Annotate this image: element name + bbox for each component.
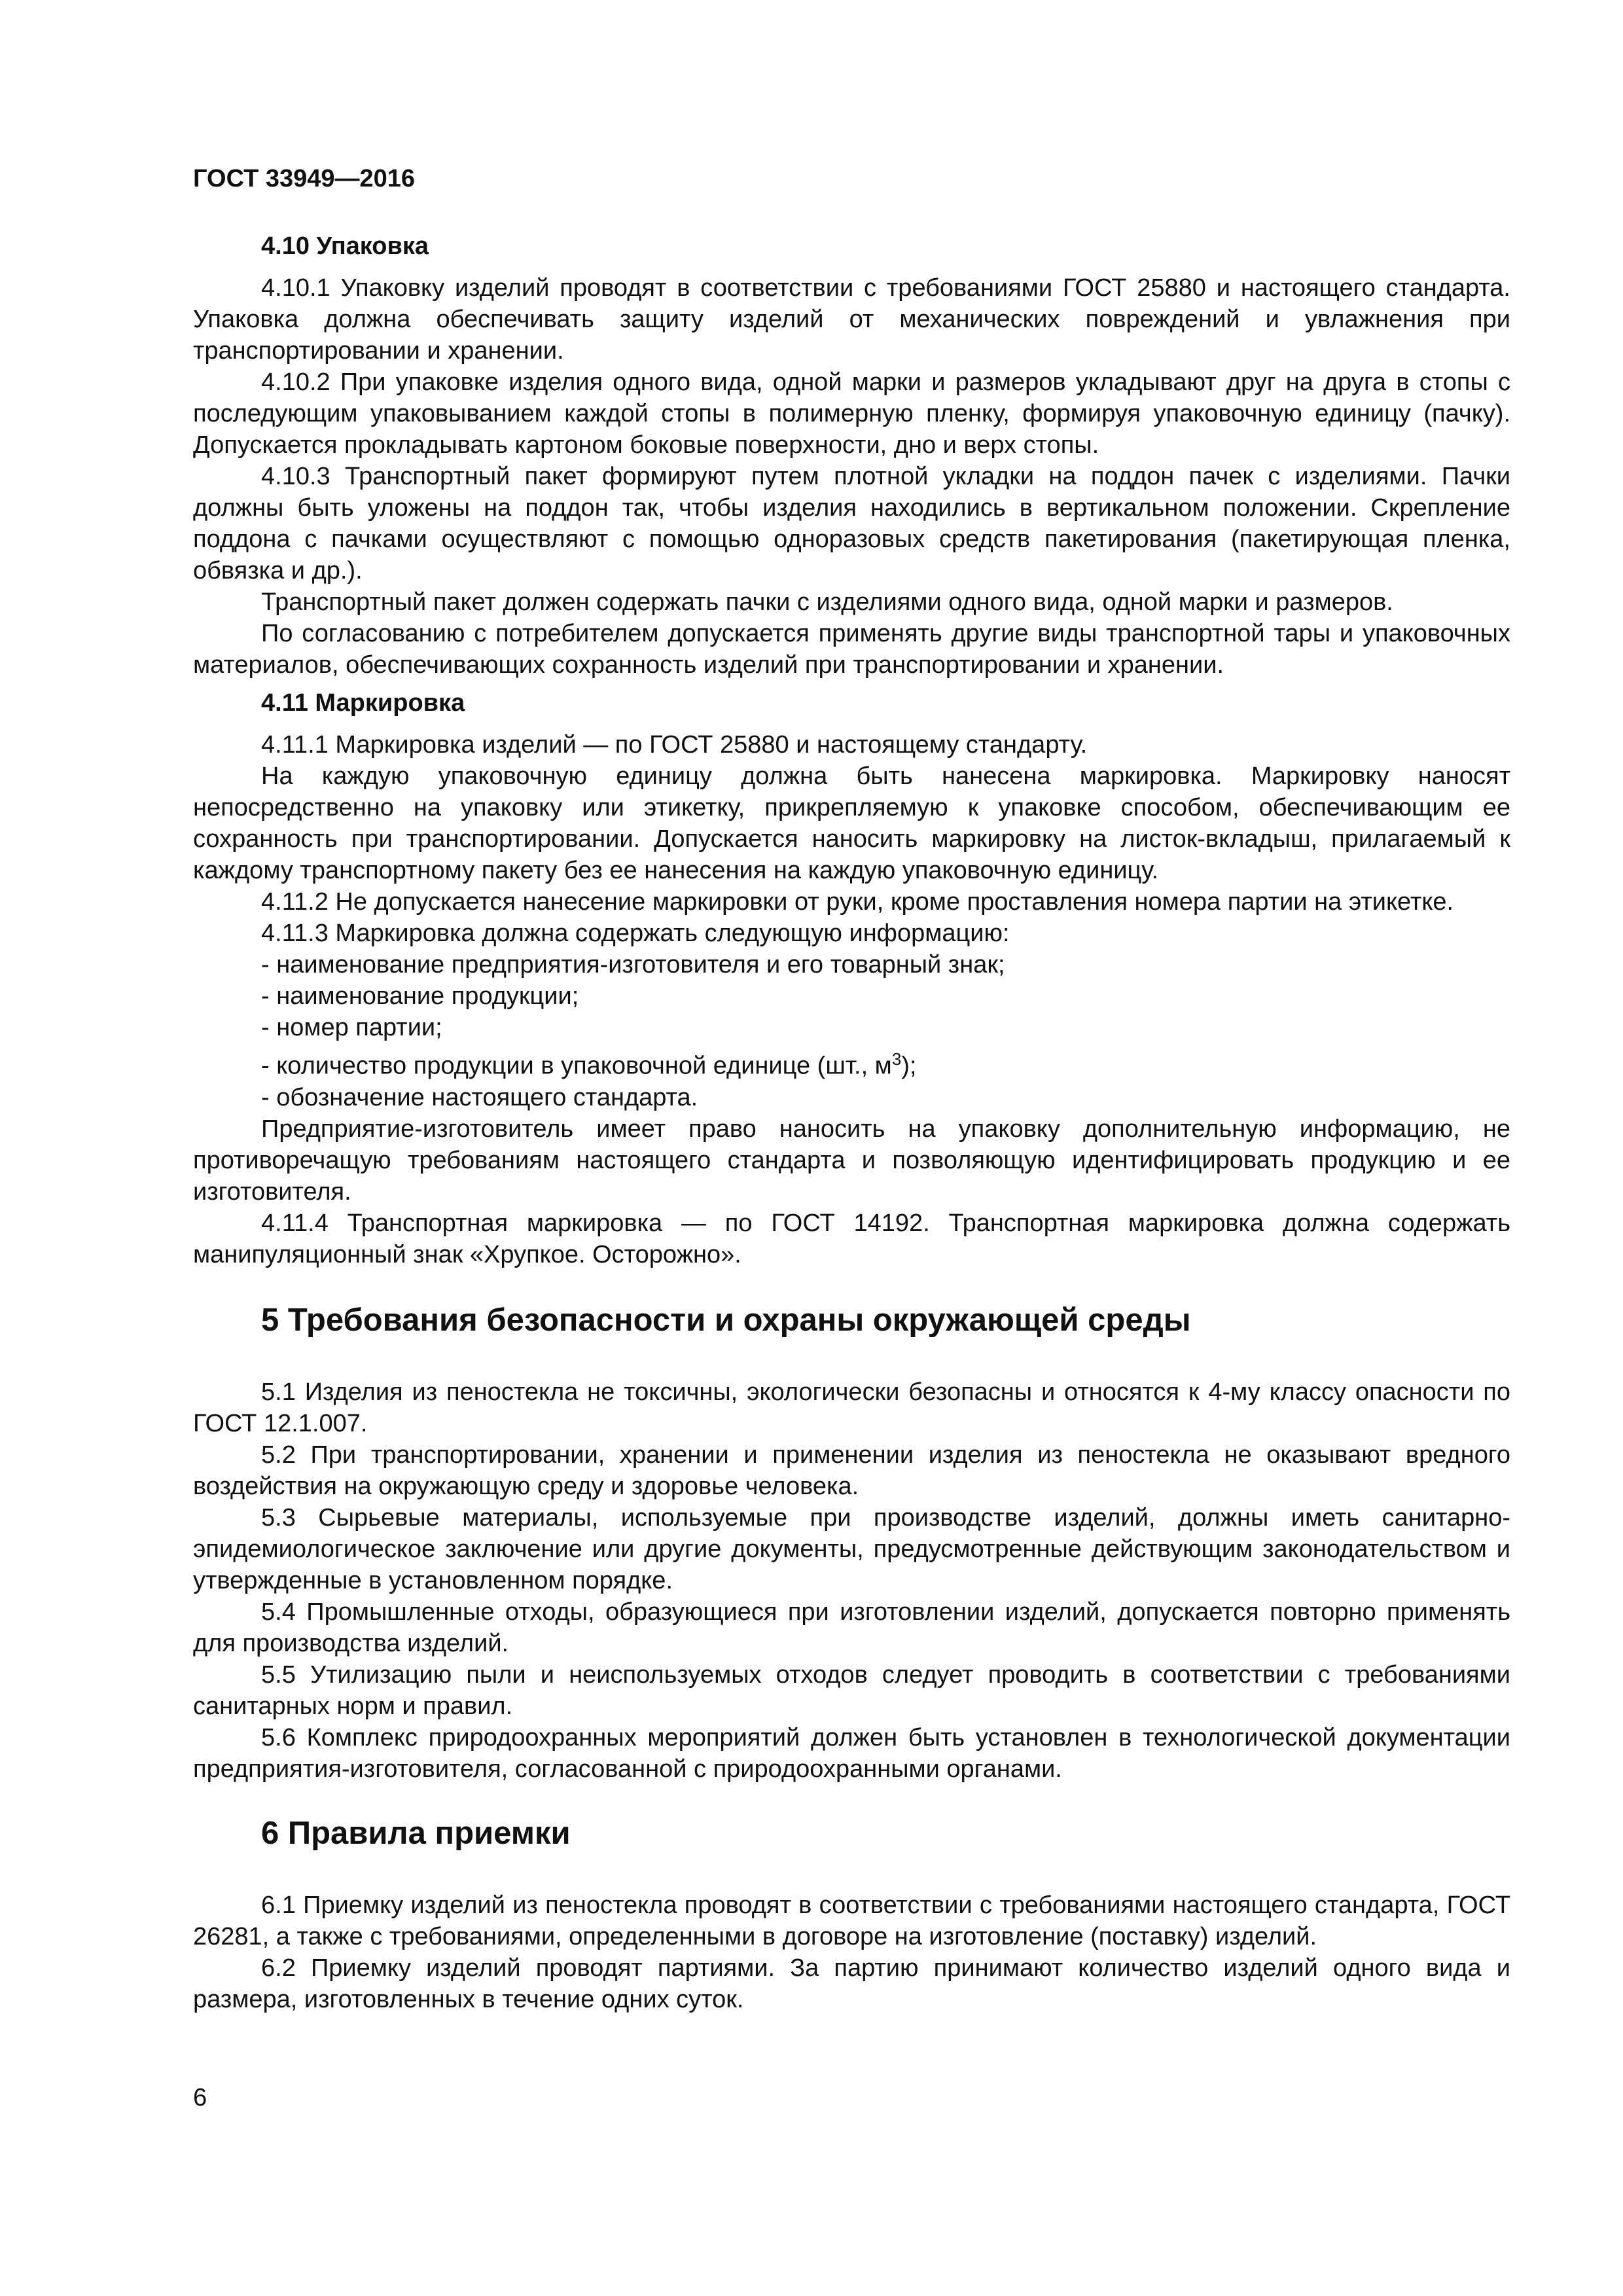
- list-item: - наименование предприятия-изготовителя и его товарный знак;: [261, 951, 1005, 978]
- superscript: 3: [891, 1049, 902, 1069]
- paragraph-marking-unit: На каждую упаковочную единицу должна быть нанесена маркировка. Маркировку наносят непосредственно на упаковку или этикетку, прикрепляемую к упаковке способом, обеспечивающим ее сохранность при транспортировании. Допускается наносить маркировку на листок-вкладыш, прилагаемый к каждому транспортному пакету без ее нанесения на каждую упаковочную единицу.: [193, 762, 1510, 884]
- paragraph-5-1: 5.1 Изделия из пеностекла не токсичны, экологически безопасны и относятся к 4-му классу опасности по ГОСТ 12.1.007.: [193, 1378, 1510, 1437]
- list-item: - номер партии;: [261, 1014, 442, 1041]
- list-item: - наименование продукции;: [261, 982, 579, 1010]
- paragraph-4-11-4: 4.11.4 Транспортная маркировка — по ГОСТ 14192. Транспортная маркировка должна содержать манипуляционный знак «Хрупкое. Осторожно».: [193, 1209, 1510, 1268]
- paragraph-4-10-2: 4.10.2 При упаковке изделия одного вида, одной марки и размеров укладывают друг на друга в стопы с последующим упаковыванием каждой стопы в полимерную пленку, формируя упаковочную единицу (пачку). Допускается прокладывать картоном боковые поверхности, дно и верх стопы.: [193, 368, 1510, 459]
- paragraph-manufacturer-right: Предприятие-изготовитель имеет право наносить на упаковку дополнительную информацию, не противоречащую требованиям настоящего стандарта и позволяющую идентифицировать продукцию и ее изготовителя.: [193, 1115, 1510, 1206]
- list-item: - обозначение настоящего стандарта.: [261, 1083, 698, 1111]
- list-item-tail: );: [901, 1052, 917, 1080]
- paragraph-4-10-3: 4.10.3 Транспортный пакет формируют путем плотной укладки на поддон пачек с изделиями. Пачки должны быть уложены на поддон так, чтобы изделия находились в вертикальном положении. Скрепление поддона с пачками осуществляют с помощью одноразовых средств пакетирования (пакетирующая пленка, обвязка и др.).: [193, 463, 1510, 584]
- page-number: 6: [193, 2084, 207, 2111]
- paragraph-5-6: 5.6 Комплекс природоохранных мероприятий должен быть установлен в технологической документации предприятия-изготовителя, согласованной с природоохранными органами.: [193, 1723, 1510, 1783]
- section-title-5: 5 Требования безопасности и охраны окружающей среды: [261, 1302, 1191, 1338]
- document-header: ГОСТ 33949—2016: [193, 165, 416, 192]
- paragraph-5-5: 5.5 Утилизацию пыли и неиспользуемых отходов следует проводить в соответствии с требованиями санитарных норм и правил.: [193, 1660, 1510, 1720]
- document-body: [193, 230, 1510, 2015]
- subsection-title-4-11: 4.11 Маркировка: [261, 689, 465, 717]
- paragraph-agreement: По согласованию с потребителем допускается применять другие виды транспортной тары и упаковочных материалов, обеспечивающих сохранность изделий при транспортировании и хранении.: [193, 620, 1510, 679]
- paragraph-5-4: 5.4 Промышленные отходы, образующиеся при изготовлении изделий, допускается повторно применять для производства изделий.: [193, 1598, 1510, 1657]
- paragraph-5-2: 5.2 При транспортировании, хранении и применении изделия из пеностекла не оказывают вредного воздействия на окружающую среду и здоровье человека.: [193, 1441, 1510, 1500]
- list-item-text: - количество продукции в упаковочной единице (шт., м: [261, 1052, 892, 1080]
- paragraph-4-10-1: 4.10.1 Упаковку изделий проводят в соответствии с требованиями ГОСТ 25880 и настоящего стандарта. Упаковка должна обеспечивать защиту изделий от механических повреждений и увлажнения при транспортировании и хранении.: [193, 274, 1510, 365]
- subsection-title-4-10: 4.10 Упаковка: [261, 232, 429, 260]
- paragraph-5-3: 5.3 Сырьевые материалы, используемые при производстве изделий, должны иметь санитарно-эпидемиологическое заключение или другие документы, предусмотренные действующим законодательством и утвержденные в установленном порядке.: [193, 1503, 1510, 1594]
- list-item: [193, 1043, 1510, 1082]
- section-title-6: 6 Правила приемки: [261, 1815, 571, 1851]
- paragraph-transport-package: Транспортный пакет должен содержать пачки с изделиями одного вида, одной марки и размеров.: [261, 588, 1393, 616]
- paragraph-4-11-2: 4.11.2 Не допускается нанесение маркировки от руки, кроме проставления номера партии на этикетке.: [261, 888, 1454, 916]
- paragraph-6-2: 6.2 Приемку изделий проводят партиями. За партию принимают количество изделий одного вида и размера, изготовленных в течение одних суток.: [193, 1954, 1510, 2013]
- paragraph-4-11-1: 4.11.1 Маркировка изделий — по ГОСТ 25880 и настоящему стандарту.: [261, 731, 1088, 759]
- paragraph-4-11-3: 4.11.3 Маркировка должна содержать следующую информацию:: [261, 920, 1010, 947]
- paragraph-6-1: 6.1 Приемку изделий из пеностекла проводят в соответствии с требованиями настоящего стандарта, ГОСТ 26281, а также с требованиями, определенными в договоре на изготовление (поставку) изделий.: [193, 1891, 1510, 1950]
